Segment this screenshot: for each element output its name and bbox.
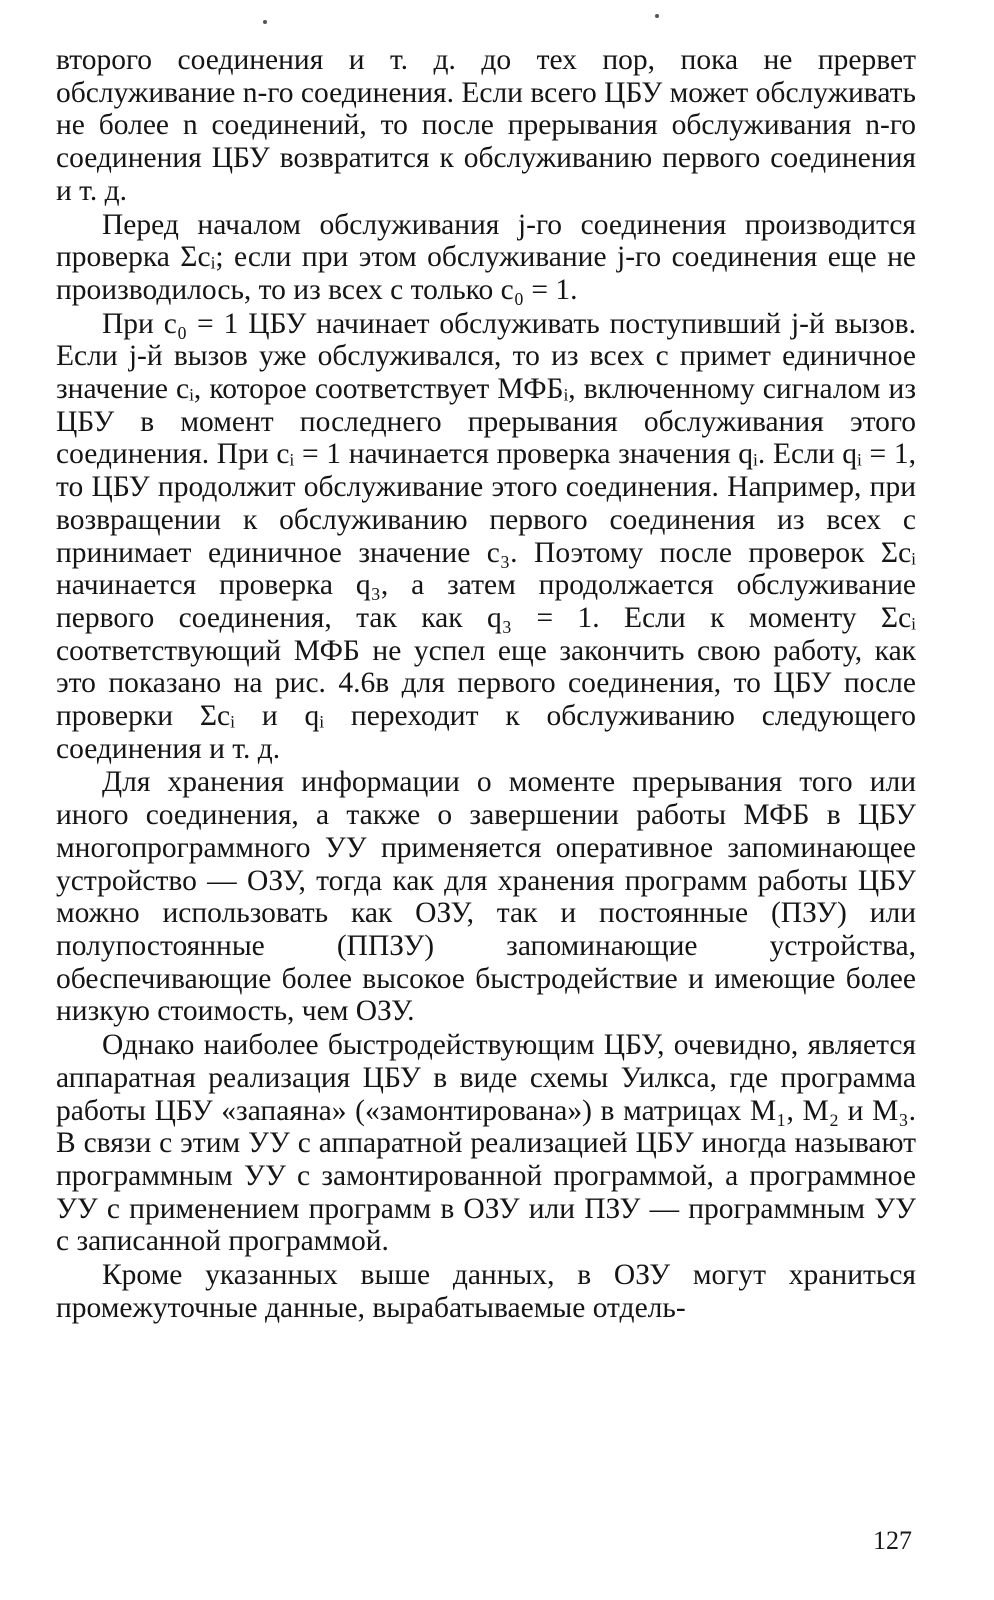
paragraph-hardware-implementation: Однако наиболее быстродействующим ЦБУ, очевидно, является аппаратная реализация ЦБУ в виде схемы Уилкса, где программа работы ЦБУ «запаяна» («замонтирована») в матрицах M₁, M₂ и M₃. В связи с этим УУ с аппаратной реализацией ЦБУ иногда называют программным УУ с замонтированной программой, а программное УУ с применением программ в ОЗУ или ПЗУ — программным УУ с записанной программой. <box>56 1029 916 1258</box>
paragraph-intermediate-data: Кроме указанных выше данных, в ОЗУ могут храниться промежуточные данные, вырабатываемые отдель- <box>56 1259 916 1324</box>
paragraph-continuation: второго соединения и т. д. до тех пор, пока не прервет обслуживание n-го соединения. Если всего ЦБУ может обслуживать не более n соединений, то после прерывания обслуживания n-го соединения ЦБУ возвратится к обслуживанию первого соединения и т. д. <box>56 44 916 207</box>
book-page <box>56 44 916 1324</box>
paragraph-call-service: При c₀ = 1 ЦБУ начинает обслуживать поступивший j-й вызов. Если j-й вызов уже обслуживался, то из всех c примет единичное значение cᵢ, которое соответствует МФБᵢ, включенному сигналом из ЦБУ в момент последнего прерывания обслуживания этого соединения. При cᵢ = 1 начинается проверка значения qᵢ. Если qᵢ = 1, то ЦБУ продолжит обслуживание этого соединения. Например, при возвращении к обслуживанию первого соединения из всех c принимает единичное значение c₃. Поэтому после проверок Σcᵢ начинается проверка q₃, а затем продолжается обслуживание первого соединения, так как q₃ = 1. Если к моменту Σcᵢ соответствующий МФБ не успел еще закончить свою работу, как это показано на рис. 4.6в для первого соединения, то ЦБУ после проверки Σcᵢ и qᵢ переходит к обслуживанию следующего соединения и т. д. <box>56 307 916 765</box>
page-number: 127 <box>873 1526 912 1555</box>
paragraph-memory-storage: Для хранения информации о моменте прерывания того или иного соединения, а также о завершении работы МФБ в ЦБУ многопрограммного УУ применяется оперативное запоминающее устройство — ОЗУ, тогда как для хранения программ работы ЦБУ можно использовать как ОЗУ, так и постоянные (ПЗУ) или полупостоянные (ППЗУ) запоминающие устройства, обеспечивающие более высокое быстродействие и имеющие более низкую стоимость, чем ОЗУ. <box>56 766 916 1028</box>
scan-speck <box>655 14 659 18</box>
paragraph-check-sum: Перед началом обслуживания j-го соединения производится проверка Σcᵢ; если при этом обслуживание j-го соединения еще не производилось, то из всех c только c₀ = 1. <box>56 208 916 306</box>
scan-speck <box>263 20 267 24</box>
